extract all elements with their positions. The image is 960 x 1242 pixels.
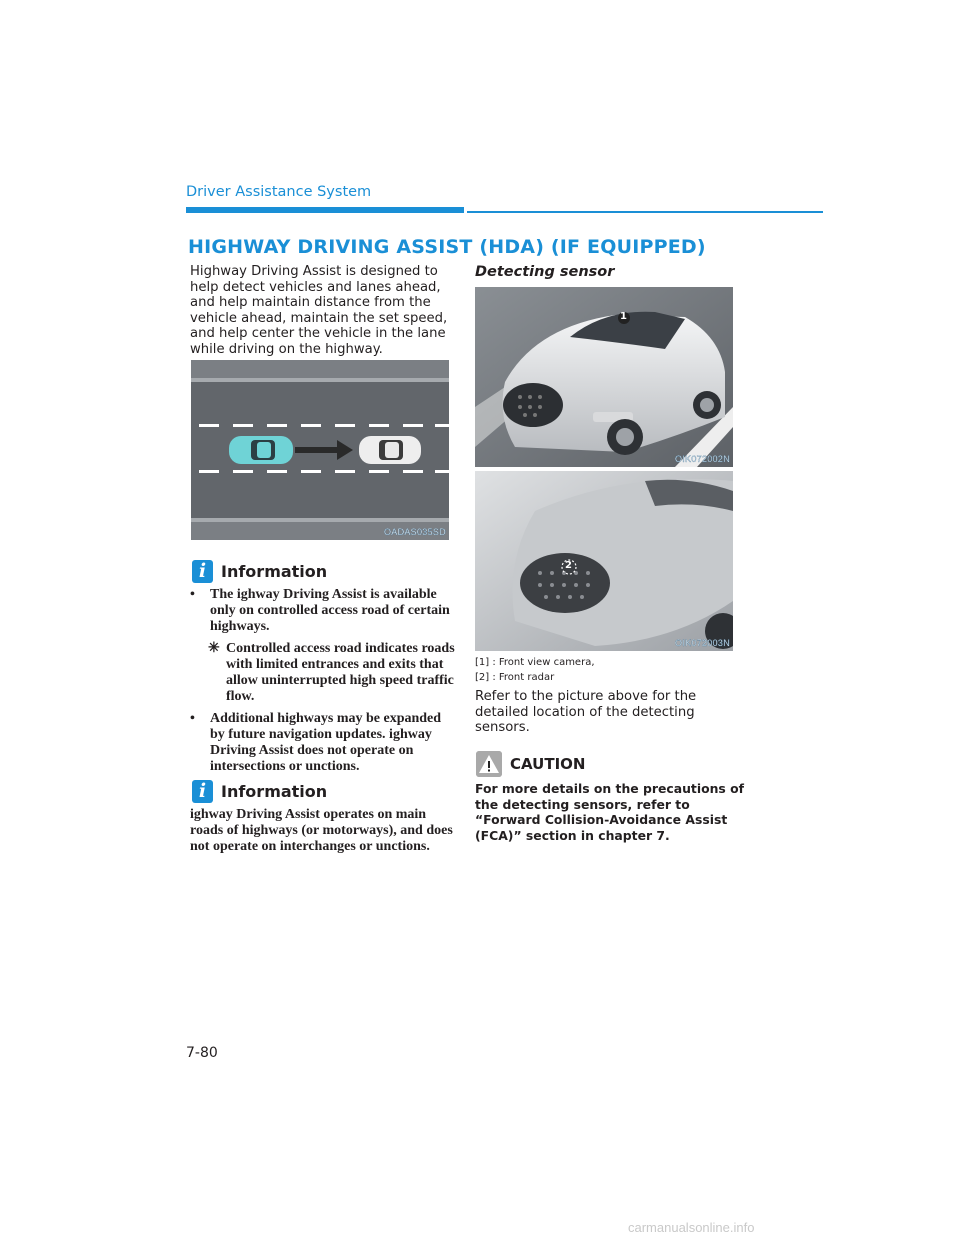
caution-text: For more details on the precautions of the detecting sensors, refer to “Forward Collision-Avoidance Assist (FCA)” section in chapter 7. (475, 781, 745, 843)
section-title: HIGHWAY DRIVING ASSIST (HDA) (IF EQUIPPED) (188, 236, 706, 258)
intro-paragraph: Highway Driving Assist is designed to help detect vehicles and lanes ahead, and help maintain distance from the vehicle ahead, maintain the set speed, and help center the vehicle in the lane while driving on the highway. (190, 264, 448, 357)
figure-front-radar (475, 471, 733, 651)
note-item (190, 641, 456, 705)
bullet-text: The ighway Driving Assist is available only on controlled access road of certain highways. (210, 587, 450, 634)
subsection-title: Detecting sensor (475, 264, 615, 280)
caution-header (476, 751, 585, 777)
figure-code: OIK072002N (674, 454, 730, 464)
figure-highway-lanes (191, 360, 449, 540)
bullet-symbol: • (190, 711, 195, 726)
car-radar-illustration (475, 471, 733, 651)
caption-line-1: [1] : Front view camera, (475, 657, 595, 668)
callout-marker-1: 1 (620, 311, 627, 322)
figure-code: OIK072003N (674, 638, 730, 648)
note-symbol: ✳ (208, 641, 220, 656)
bullet-text: Additional highways may be expanded by future navigation updates. ighway Driving Assist does not operate on intersections or unctions. (210, 711, 442, 774)
note-text: Controlled access road indicates roads with limited entrances and exits that allow uninterrupted high speed traffic flow. (226, 641, 455, 704)
info-box-2-header (192, 780, 327, 803)
refer-paragraph: Refer to the picture above for the detailed location of the detecting sensors. (475, 689, 697, 736)
list-item (190, 711, 456, 775)
info-box-2-content: ighway Driving Assist operates on main roads of highways (or motorways), and does not operate on interchanges or unctions. (190, 807, 453, 854)
callout-marker-2: 2 (565, 560, 572, 571)
bullet-symbol: • (190, 587, 195, 602)
caption-line-2: [2] : Front radar (475, 672, 555, 683)
figure-code: OADAS035SD (383, 527, 446, 537)
info-icon: i (192, 560, 213, 583)
header-rule-thin (467, 211, 823, 213)
figure-caption (475, 655, 595, 685)
info-box-1-content (190, 587, 456, 781)
info-icon: i (192, 780, 213, 803)
lead-car (359, 436, 421, 464)
figure-front-camera (475, 287, 733, 467)
list-item (190, 587, 456, 635)
car-camera-illustration (475, 287, 733, 467)
highway-illustration (191, 360, 449, 540)
watermark: carmanualsonline.info (628, 1220, 755, 1235)
info-box-1-header (192, 560, 327, 583)
header-rule-thick (186, 207, 464, 213)
warning-icon (476, 751, 502, 777)
info-title: Information (221, 782, 328, 801)
caution-title: CAUTION (510, 755, 586, 773)
page-number: 7-80 (186, 1045, 218, 1061)
info-title: Information (221, 562, 328, 581)
host-car (229, 436, 293, 464)
running-header: Driver Assistance System (186, 184, 372, 200)
